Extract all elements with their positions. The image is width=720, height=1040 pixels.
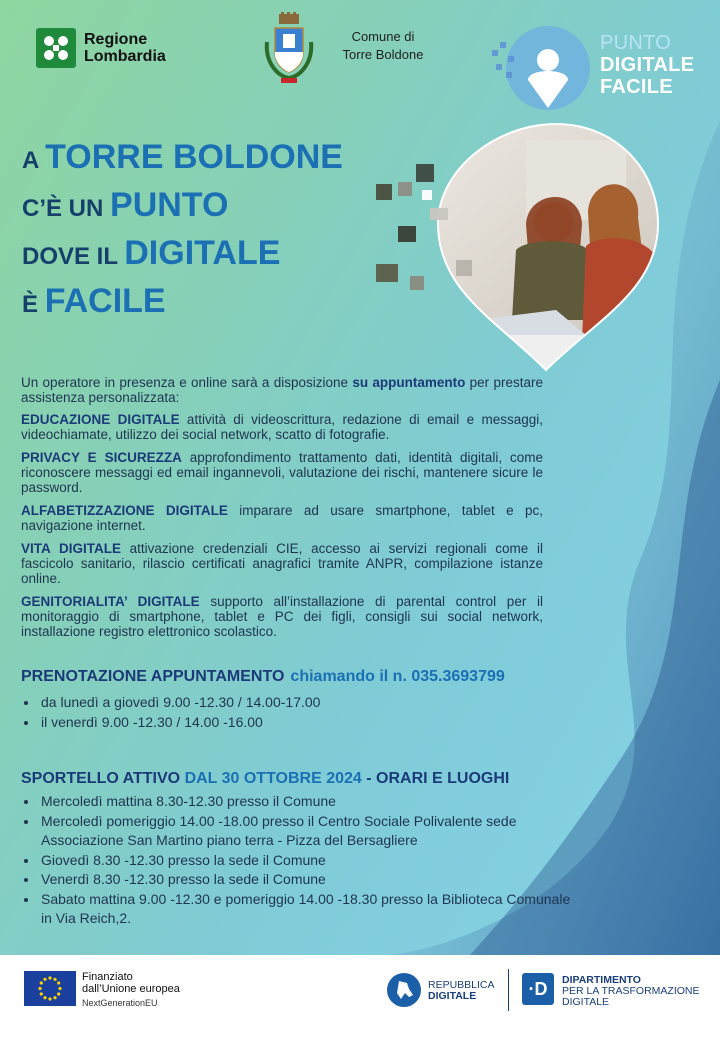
- rep-line1: REPUBBLICA: [428, 979, 495, 991]
- service-title: ALFABETIZZAZIONE DIGITALE: [21, 503, 228, 518]
- torre-boldone-crest-icon: [261, 12, 317, 86]
- sportello-title-c: - ORARI E LUOGHI: [361, 770, 510, 787]
- prenotazione-title: PRENOTAZIONE APPUNTAMENTO: [21, 668, 285, 685]
- sportello-title-date: DAL 30 OTTOBRE 2024: [184, 770, 362, 787]
- service-text: supporto all’installazione di parental control per il monitoraggio di smartphone, tablet e PC dei figli, consigli sui social network, installazione registro elettronico scolastico.: [21, 594, 543, 639]
- service-title: EDUCAZIONE DIGITALE: [21, 412, 180, 427]
- list-item: • Mercoledì mattina 8.30-12.30 presso il Comune: [39, 792, 581, 812]
- pdf-line2: DIGITALE: [600, 54, 695, 76]
- headline-facile: FACILE: [44, 282, 166, 320]
- rep-line2: DIGITALE: [428, 990, 477, 1002]
- service-text: approfondimento trattamento dati, identità digitali, come riconoscere messaggi ed email ingannevoli, valutazione dei rischi, mantenere sicure le password.: [21, 450, 543, 495]
- list-item: • Giovedì 8.30 -12.30 presso la sede il Comune: [39, 851, 581, 871]
- eu-funding-text: [82, 971, 180, 1009]
- eu-flag-icon: [24, 971, 76, 1006]
- comune-line1: Comune di: [351, 29, 415, 44]
- eu-line1: Finanziato: [82, 971, 133, 983]
- service-text: imparare ad usare smartphone, tablet e pc, navigazione internet.: [21, 503, 543, 533]
- headline-ce-un: C’È UN: [22, 195, 111, 222]
- list-item: • da lunedì a giovedì 9.00 -12.30 / 14.00-17.00: [39, 692, 581, 712]
- punto-digitale-facile-logo: [600, 32, 694, 98]
- dipartimento-icon: ·D: [522, 973, 554, 1005]
- regione-lombardia-logo: [36, 28, 166, 68]
- headline-torre-boldone: TORRE BOLDONE: [45, 138, 343, 176]
- regione-lombardia-icon: [36, 28, 76, 68]
- sportello-hours: [21, 792, 581, 929]
- prenotazione-heading: [21, 668, 581, 686]
- service-text: attivazione credenziali CIE, accesso ai servizi regionali come il fascicolo sanitario, rilascio certificati anagrafici tramite ANPR, compilazione istanze online.: [21, 541, 543, 586]
- service-vita-digitale: [21, 541, 543, 586]
- headline-punto: PUNTO: [110, 186, 229, 224]
- repubblica-digitale-logo: [428, 980, 495, 1002]
- eu-line2: dall’Unione europea: [82, 983, 180, 995]
- regione-lombardia-line2: Lombardia: [84, 48, 166, 65]
- prenotazione-section: [21, 668, 581, 732]
- intro-text-a: Un operatore in presenza e online sarà a disposizione: [21, 375, 353, 390]
- service-text: attività di videoscrittura, redazione di email e messaggi, videochiamate, utilizzo dei social network, scatto di fotografie.: [21, 412, 543, 442]
- pdf-line1: PUNTO: [600, 32, 672, 54]
- intro-bold: su appuntamento: [352, 375, 466, 390]
- headline-a: A: [22, 147, 46, 174]
- sportello-heading: [21, 770, 581, 788]
- intro-paragraph: [21, 375, 543, 405]
- service-genitorialita-digitale: [21, 594, 543, 639]
- service-title: PRIVACY E SICUREZZA: [21, 450, 182, 465]
- dtd-line3: DIGITALE: [562, 996, 610, 1008]
- footer-logos: [0, 955, 720, 1040]
- eu-line3: NextGenerationEU: [82, 998, 158, 1008]
- list-item: • Mercoledì pomeriggio 14.00 -18.00 presso il Centro Sociale Polivalente sede Associazione San Martino piano terra - Pizza del Bersagliere: [39, 812, 581, 851]
- sportello-section: [21, 770, 581, 929]
- list-item: • Venerdì 8.30 -12.30 presso la sede il Comune: [39, 870, 581, 890]
- intro-text-b: per prestare assistenza personalizzata:: [21, 375, 543, 405]
- service-privacy-sicurezza: [21, 450, 543, 495]
- service-title: VITA DIGITALE: [21, 541, 121, 556]
- repubblica-digitale-icon: [387, 973, 421, 1007]
- pdf-line3: FACILE: [600, 76, 673, 98]
- headline-dove-il: DOVE IL: [22, 243, 125, 270]
- footer-divider: [508, 969, 509, 1011]
- prenotazione-hours: [21, 692, 581, 732]
- services-list: [21, 412, 543, 647]
- service-educazione-digitale: [21, 412, 543, 442]
- dtd-line2: PER LA TRASFORMAZIONE: [562, 985, 700, 997]
- headline: [22, 135, 343, 327]
- comune-line2: Torre Boldone: [342, 47, 424, 62]
- headline-e: È: [22, 291, 45, 318]
- list-item: • Sabato mattina 9.00 -12.30 e pomeriggio 14.00 -18.30 presso la Biblioteca Comunale in Via Reich,2.: [39, 890, 581, 929]
- service-title: GENITORIALITA’ DIGITALE: [21, 594, 200, 609]
- service-alfabetizzazione-digitale: [21, 503, 543, 533]
- regione-lombardia-line1: Regione: [84, 31, 148, 48]
- hero-photo: [376, 120, 676, 380]
- comune-name: [330, 28, 436, 64]
- list-item: • il venerdì 9.00 -12.30 / 14.00 -16.00: [39, 712, 581, 732]
- dtd-line1: DIPARTIMENTO: [562, 974, 641, 986]
- dipartimento-logo: [562, 975, 700, 1008]
- sportello-title-a: SPORTELLO ATTIVO: [21, 770, 185, 787]
- phone-number-link[interactable]: chiamando il n. 035.3693799: [290, 668, 505, 685]
- headline-digitale: DIGITALE: [124, 234, 281, 272]
